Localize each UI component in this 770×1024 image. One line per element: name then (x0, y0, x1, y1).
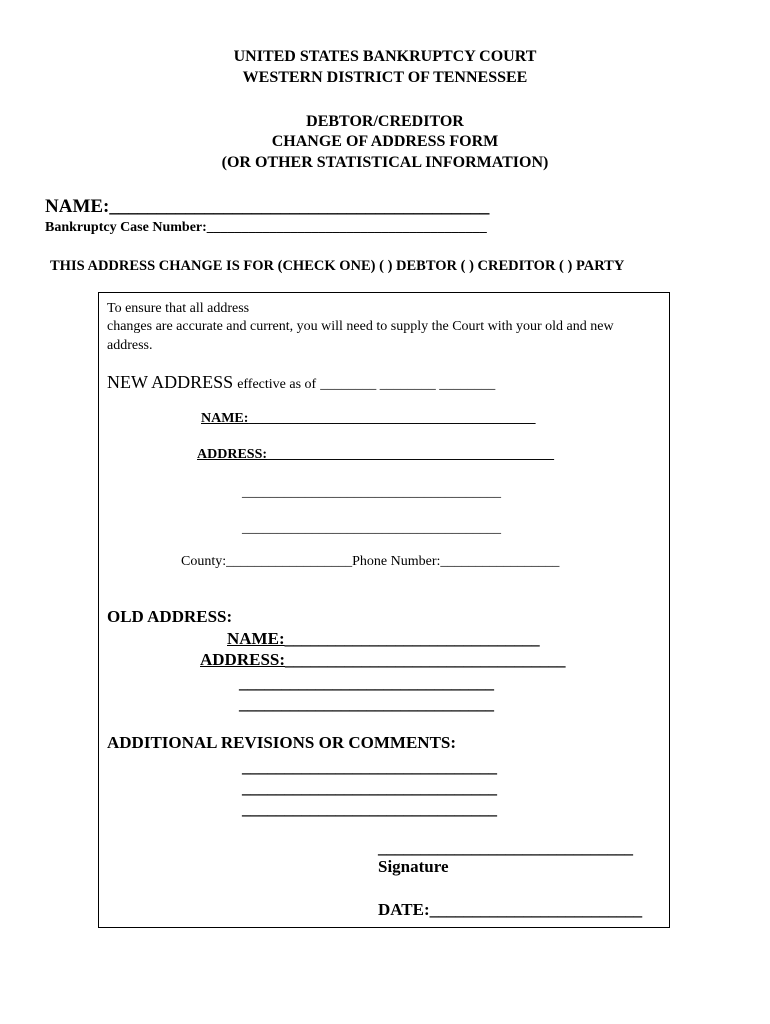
county-phone-row[interactable] (181, 554, 559, 570)
debtor-name-field[interactable] (45, 196, 489, 218)
form-title-line3: (OR OTHER STATISTICAL INFORMATION) (221, 154, 549, 171)
effective-date-blanks[interactable]: ________ ________ ________ (320, 377, 496, 392)
name-blank[interactable]: ________________________________________ (109, 196, 490, 217)
old-name-label: NAME: (227, 629, 285, 648)
old-name-field[interactable] (212, 629, 540, 649)
new-address-field-label: ADDRESS: (197, 447, 268, 462)
intro-text-line3: address. (107, 338, 153, 353)
phone-blank[interactable]: _________________ (440, 554, 560, 569)
phone-label: Phone Number: (352, 554, 441, 569)
old-address-field-label: ADDRESS: (200, 650, 286, 669)
case-number-blank[interactable]: ________________________________________ (206, 220, 487, 235)
intro-text-line1: To ensure that all address (107, 301, 250, 316)
check-one-line[interactable]: THIS ADDRESS CHANGE IS FOR (CHECK ONE) ( ) DEBTOR ( ) CREDITOR ( ) PARTY (50, 258, 625, 274)
old-address-line3[interactable]: ______________________________ (239, 694, 494, 713)
new-address-field[interactable] (197, 447, 554, 463)
new-name-blank[interactable]: _________________________________________ (248, 411, 536, 426)
county-blank[interactable]: __________________ (226, 554, 353, 569)
county-label: County: (181, 554, 227, 569)
comments-line1[interactable]: ______________________________ (242, 757, 497, 776)
comments-line3[interactable]: ______________________________ (242, 799, 497, 818)
comments-line2[interactable]: ______________________________ (242, 778, 497, 797)
case-number-label: Bankruptcy Case Number: (45, 220, 207, 235)
name-label: NAME: (45, 196, 110, 217)
new-address-blank[interactable]: _________________________________________ (267, 447, 555, 462)
signature-line[interactable]: ______________________________ (378, 838, 633, 857)
date-label: DATE: (378, 900, 430, 919)
new-address-line2[interactable]: _____________________________________ (242, 485, 501, 500)
new-name-label: NAME: (201, 411, 249, 426)
new-address-label: NEW ADDRESS (107, 372, 234, 392)
old-address-blank[interactable]: _________________________________ (285, 650, 566, 669)
case-number-field[interactable] (45, 220, 487, 236)
old-address-heading: OLD ADDRESS: (107, 607, 233, 626)
new-name-field[interactable] (193, 411, 535, 427)
old-name-blank[interactable]: ______________________________ (284, 629, 540, 648)
new-address-line3[interactable]: _____________________________________ (242, 521, 501, 536)
court-name: UNITED STATES BANKRUPTCY COURT (233, 48, 537, 65)
new-address-effective[interactable] (107, 372, 495, 393)
form-title-line2: CHANGE OF ADDRESS FORM (271, 133, 499, 150)
comments-heading: ADDITIONAL REVISIONS OR COMMENTS: (107, 733, 457, 752)
signature-label: Signature (378, 857, 449, 876)
effective-label: effective as of (237, 377, 317, 392)
date-blank[interactable]: _________________________ (429, 900, 643, 919)
intro-text-line2: changes are accurate and current, you will need to supply the Court with your old and new (107, 319, 614, 334)
old-address-line2[interactable]: ______________________________ (239, 673, 494, 692)
court-district: WESTERN DISTRICT OF TENNESSEE (242, 69, 528, 86)
old-address-field[interactable] (182, 650, 566, 670)
form-title-line1: DEBTOR/CREDITOR (306, 113, 464, 130)
date-field[interactable] (378, 900, 642, 920)
